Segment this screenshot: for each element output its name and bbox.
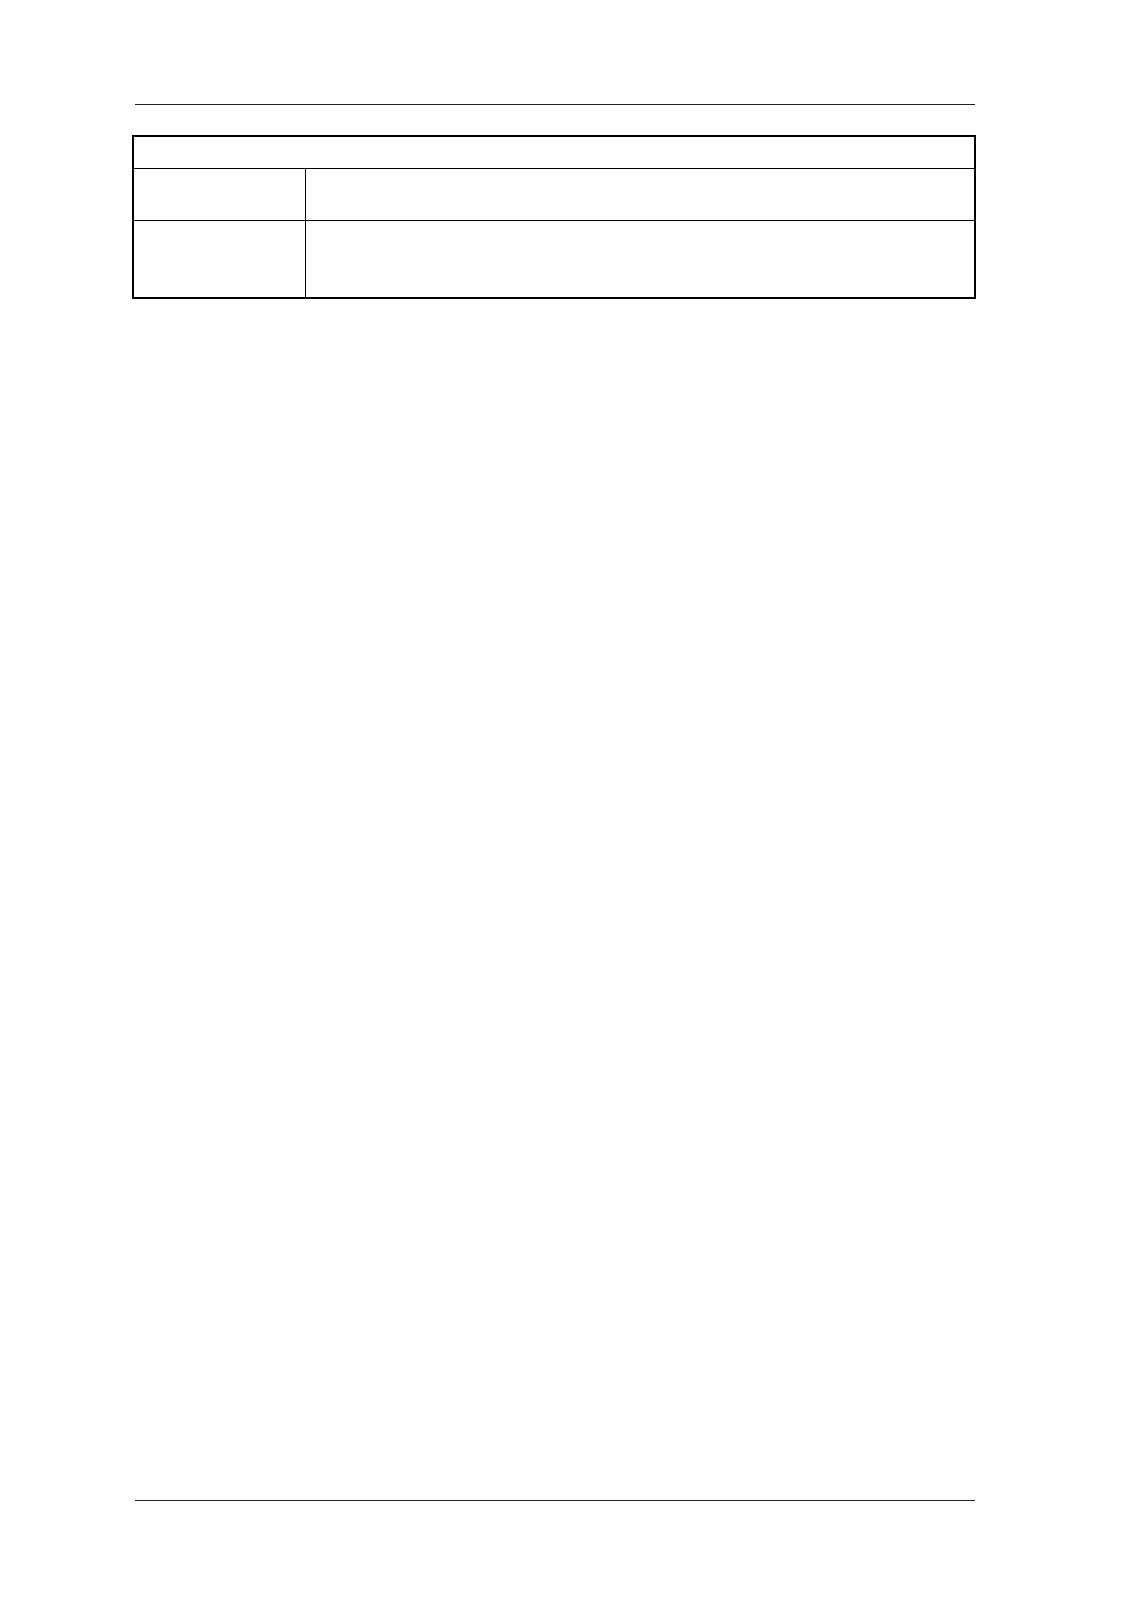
basis-label [133,168,306,220]
monitoring-table [132,135,976,299]
conclusion-label [133,220,306,298]
basis-text [306,168,975,220]
basis-row [133,168,975,220]
section-title [133,136,975,168]
footer-rule [135,1500,975,1501]
section-title-row [133,136,975,168]
header-rule [135,104,975,105]
conclusion-row [133,220,975,298]
conclusion-text [306,220,975,298]
